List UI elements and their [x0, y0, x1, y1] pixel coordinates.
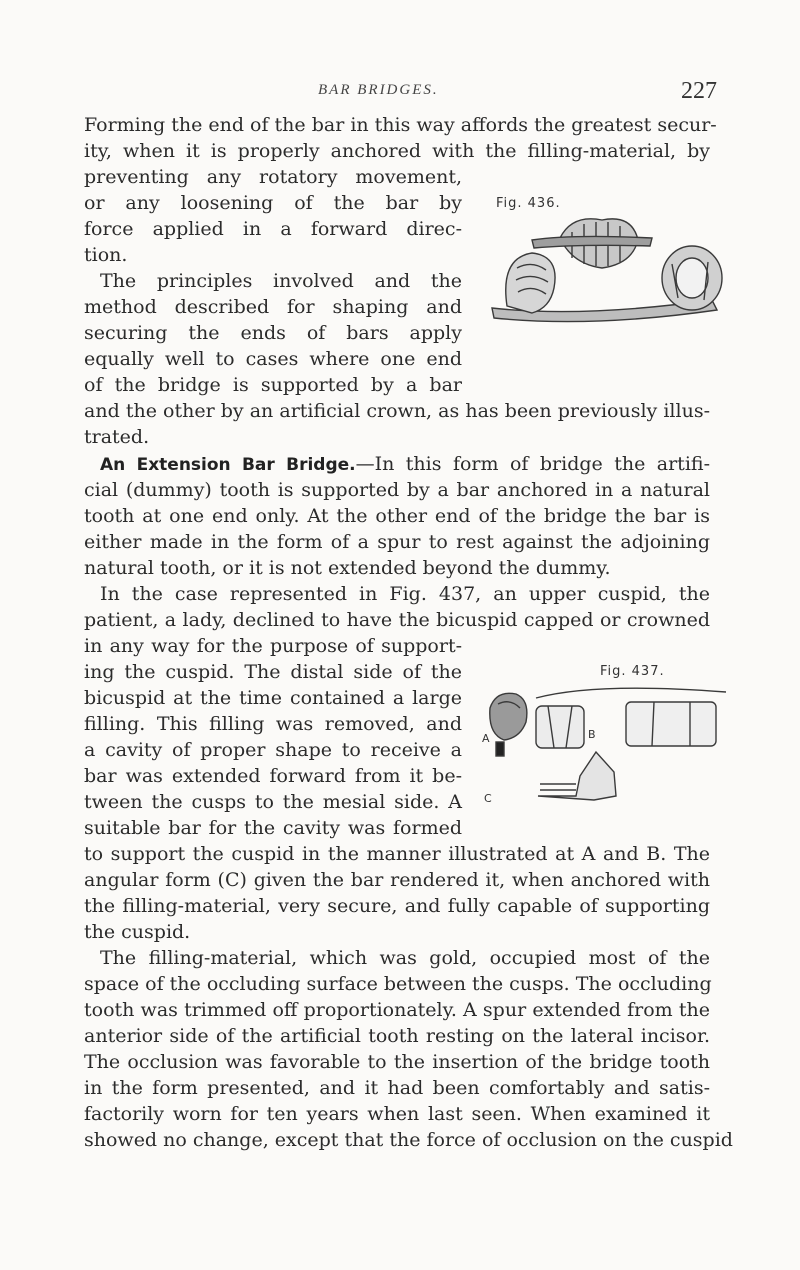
text-line: showed no change, except that the force of occlusion on the cuspid — [84, 1129, 733, 1151]
left-crown — [506, 253, 555, 313]
text-line: of the bridge is supported by a bar — [84, 374, 462, 396]
text-line: to support the cuspid in the manner illustrated at A and B. The — [84, 843, 710, 865]
figure-436-label: Fig. 436. — [496, 196, 561, 211]
text-line: a cavity of proper shape to receive a — [84, 739, 462, 761]
text-line: method described for shaping and — [84, 296, 462, 318]
figure-letter-c: C — [484, 792, 492, 805]
text-line: in the form presented, and it had been comfortably and satis- — [84, 1077, 710, 1099]
text-line: bar was extended forward from it be- — [84, 765, 462, 787]
text-line: The filling-material, which was gold, occupied most of the — [100, 947, 710, 969]
text-line: filling. This filling was removed, and — [84, 713, 462, 735]
text-line: The occlusion was favorable to the insertion of the bridge tooth — [84, 1051, 710, 1073]
text-line: factorily worn for ten years when last seen. When examined it — [84, 1103, 710, 1125]
figure-437-label: Fig. 437. — [600, 664, 665, 679]
text-line: trated. — [84, 426, 150, 448]
view-b-crown — [626, 702, 716, 746]
text-line: The principles involved and the — [100, 270, 462, 292]
page-header — [0, 80, 800, 106]
view-a-bar — [496, 742, 504, 756]
figure-letter-b: B — [588, 728, 596, 741]
text-line: natural tooth, or it is not extended beyond the dummy. — [84, 557, 611, 579]
text-line: tooth was trimmed off proportionately. A spur extended from the — [84, 999, 710, 1021]
text-line: or any loosening of the bar by — [84, 192, 462, 214]
text-run: —In this form of bridge the artifi- — [355, 453, 710, 475]
section-heading: An Extension Bar Bridge. — [100, 455, 356, 475]
text-line: ing the cuspid. The distal side of the — [84, 661, 462, 683]
text-line: either made in the form of a spur to rest against the adjoining — [84, 531, 710, 553]
text-line: in any way for the purpose of support- — [84, 635, 462, 657]
text-line: equally well to cases where one end — [84, 348, 462, 370]
text-line: cial (dummy) tooth is supported by a bar anchored in a natural — [84, 479, 710, 501]
text-line: preventing any rotatory movement, — [84, 166, 462, 188]
figure-436-engraving — [472, 218, 772, 338]
text-line: angular form (C) given the bar rendered it, when anchored with — [84, 869, 710, 891]
text-line: the cuspid. — [84, 921, 191, 943]
text-line: the filling-material, very secure, and fully capable of supporting — [84, 895, 710, 917]
text-line: space of the occluding surface between the cusps. The occluding — [84, 973, 712, 995]
text-line: ity, when it is properly anchored with the filling-material, by — [84, 140, 710, 162]
view-c-angle-bar — [538, 752, 616, 800]
text-line: tooth at one end only. At the other end of the bridge the bar is — [84, 505, 710, 527]
view-a-tooth — [490, 693, 527, 740]
text-line: tion. — [84, 244, 128, 266]
text-line: anterior side of the artificial tooth resting on the lateral incisor. — [84, 1025, 710, 1047]
view-b-tooth — [536, 706, 584, 748]
text-line: force applied in a forward direc- — [84, 218, 462, 240]
text-line: In the case represented in Fig. 437, an upper cuspid, the — [100, 583, 710, 605]
text-line: Forming the end of the bar in this way affords the greatest secur- — [84, 114, 717, 136]
text-line: securing the ends of bars apply — [84, 322, 462, 344]
running-head: BAR BRIDGES. — [318, 82, 439, 98]
text-line: tween the cusps to the mesial side. A — [84, 791, 462, 813]
text-line: and the other by an artificial crown, as has been previously illus- — [84, 400, 710, 422]
section-heading-line — [84, 451, 710, 478]
text-line: patient, a lady, declined to have the bicuspid capped or crowned — [84, 609, 710, 631]
text-line: suitable bar for the cavity was formed — [84, 817, 462, 839]
figure-437-engraving — [476, 688, 736, 808]
text-line: bicuspid at the time contained a large — [84, 687, 462, 709]
figure-letter-a: A — [482, 732, 490, 745]
page-number: 227 — [681, 78, 717, 104]
